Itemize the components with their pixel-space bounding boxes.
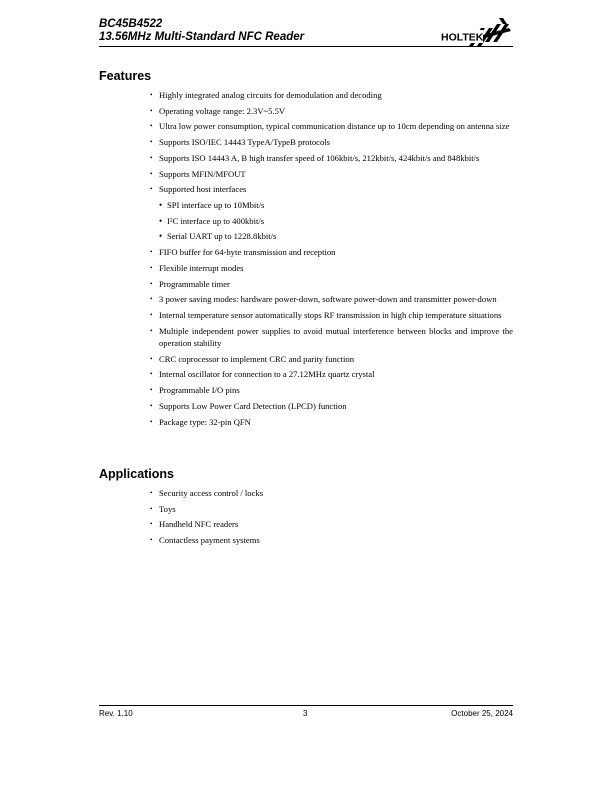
list-item: • Highly integrated analog circuits for demodulation and decoding [150,89,513,101]
footer-rule [99,705,513,706]
header-rule [99,46,513,47]
applications-heading: Applications [99,467,175,481]
list-item: • Internal temperature sensor automatically stops RF transmission in high chip temperature situations [150,309,513,321]
list-item: • Internal oscillator for connection to a 27.12MHz quartz crystal [150,368,513,380]
page-header [99,18,513,46]
sub-list-item: • Serial UART up to 1228.8kbit/s [159,230,513,242]
list-item: • CRC coprocessor to implement CRC and parity function [150,353,513,365]
list-item-text: Supported host interfaces [159,184,247,195]
list-item: • Flexible interrupt modes [150,262,513,274]
list-item: • Operating voltage range: 2.3V~5.5V [150,105,513,117]
list-item: • Supports ISO 14443 A, B high transfer speed of 106kbit/s, 212kbit/s, 424kbit/s and 848kbit/s [150,152,513,164]
list-item: • Programmable I/O pins [150,384,513,396]
sub-list-item: • SPI interface up to 10Mbit/s [159,199,513,211]
features-list [150,89,513,431]
list-item: • Toys [150,503,513,515]
list-item: • 3 power saving modes: hardware power-down, software power-down and transmitter power-down [150,293,513,305]
list-item: • Supports ISO/IEC 14443 TypeA/TypeB protocols [150,136,513,148]
page-number: 3 [303,709,308,718]
list-item: • Package type: 32-pin QFN [150,416,513,428]
list-item: • Ultra low power consumption, typical communication distance up to 10cm depending on antenna size [150,120,513,132]
list-item: • Supports MFIN/MFOUT [150,168,513,180]
list-item: • Handheld NFC readers [150,518,513,530]
revision: Rev. 1.10 [99,709,133,718]
list-item: • Contactless payment systems [150,534,513,546]
list-item: • Supports Low Power Card Detection (LPCD) function [150,400,513,412]
part-number: BC45B4522 [99,18,163,30]
page-footer [99,709,513,721]
list-item-host-interfaces [150,183,513,243]
list-item: • Programmable timer [150,278,513,290]
features-heading: Features [99,69,152,83]
svg-text:HOLTEK: HOLTEK [441,31,484,44]
holtek-logo [419,18,513,46]
list-item: • FIFO buffer for 64-byte transmission and reception [150,246,513,258]
product-title: 13.56MHz Multi-Standard NFC Reader [99,30,305,43]
list-item: • Security access control / locks [150,487,513,499]
host-interfaces-sublist [159,199,513,243]
sub-list-item: • I²C interface up to 400kbit/s [159,215,513,227]
applications-list [150,487,513,550]
list-item: • Multiple independent power supplies to avoid mutual interference between blocks and improve the operation stability [150,325,513,350]
date: October 25, 2024 [451,709,513,718]
